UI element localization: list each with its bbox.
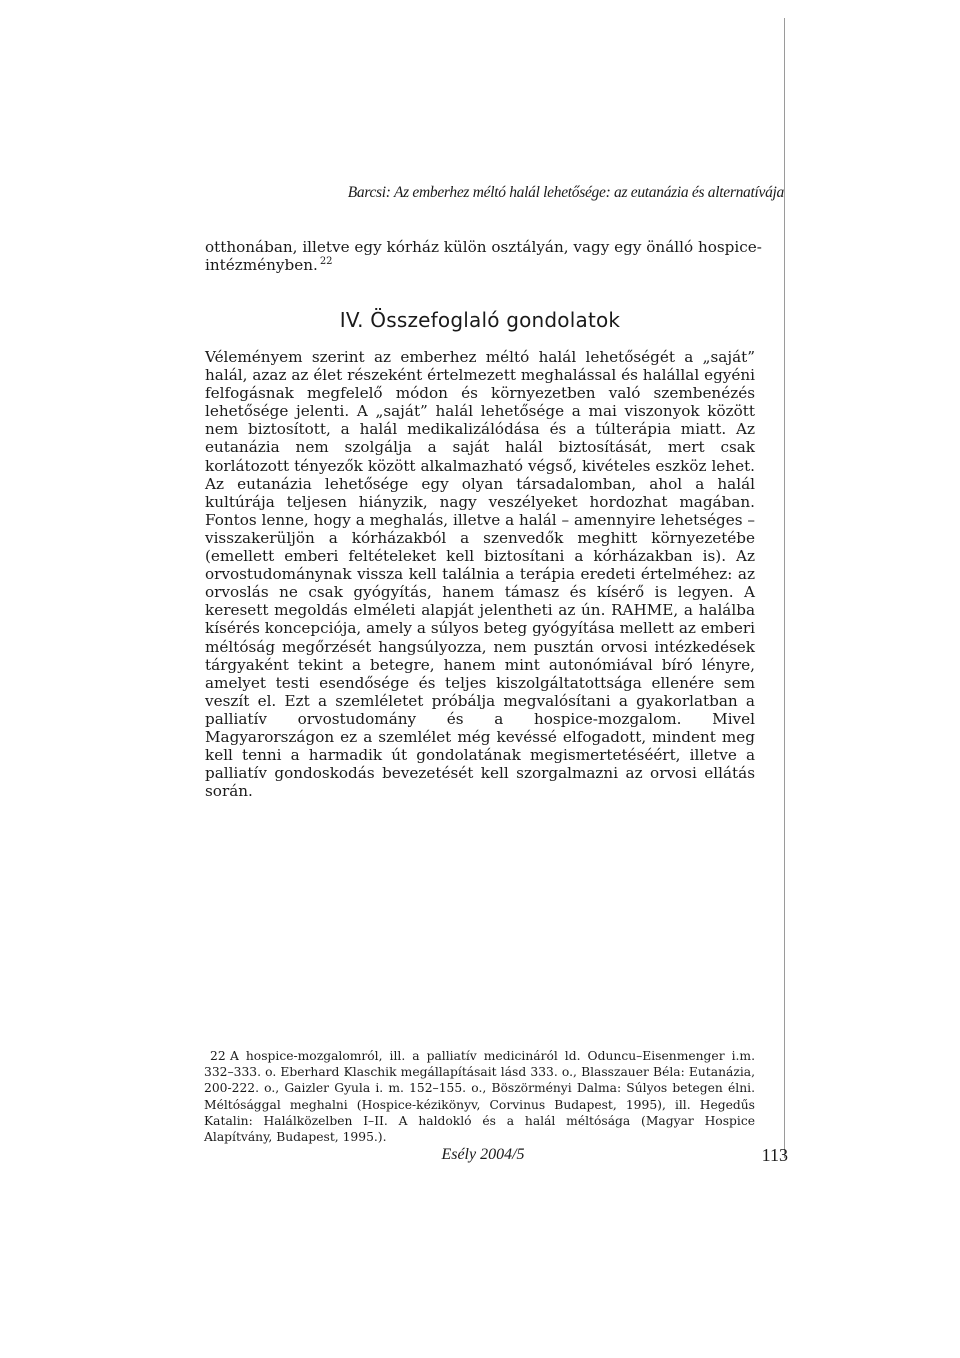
footnote: [204, 1048, 755, 1145]
intro-paragraph: [205, 238, 762, 277]
page-number: 113: [761, 1145, 788, 1165]
body-paragraph: Véleményem szerint az emberhez méltó halál lehetőségét a „saját” halál, azaz az élet részeként értelmezett meghalással és halállal egyéni felfogásnak megfelelő módon és környezetben való szembenézés lehetősége jelenti. A „saját” halál lehetősége a mai viszonyok között nem biztosított, a halál medikalizálódása és a túlterápia miatt. Az eutanázia nem szolgálja a saját halál biztosítását, mert csak korlátozott tényezők között alkalmazható végső, kivételes eszköz lehet. Az eutanázia lehetősége egy olyan társadalomban, ahol a halál kultúrája teljesen hiányzik, nagy veszélyeket hordozhat magában. Fontos lenne, hogy a meghalás, illetve a halál – amennyire lehetséges – visszakerüljön a kórházakból a szenvedők meghitt környezetébe (emellett emberi feltételeket kell biztosítani a kórházakban is). Az orvostudománynak vissza kell találnia a terápia eredeti értelméhez: az orvoslás ne csak gyógyítás, hanem támasz és kísérő is legyen. A keresett megoldás elméleti alapját jelentheti az ún. RAHME, a halálba kísérés koncepciója, amely a súlyos beteg gyógyítása mellett az emberi méltóság megőrzését hangsúlyozza, nem pusztán orvosi intézkedések tárgyaként tekint a betegre, hanem mint autonómiával bíró lényre, amelyet testi esendősége és teljes kiszolgáltatottsága ellenére sem veszít el. Ezt a szemléletet próbálja megvalósítani a gyakorlatban a palliatív orvostudomány és a hospice-mozgalom. Mivel Magyarországon ez a szemlélet még kevéssé elfogadott, mindent meg kell tenni a harmadik út gondolatának megismertetéséért, illetve a palliatív gondoskodás bevezetését kell szorgalmazni az orvosi ellátás során.: [205, 348, 755, 801]
running-head: Barcsi: Az emberhez méltó halál lehetősége: az eutanázia és alternatívája: [347, 184, 784, 201]
journal-title: Esély 2004/5: [441, 1146, 525, 1163]
intro-line-2-text: intézményben.: [205, 256, 318, 275]
intro-line-1: otthonában, illetve egy kórház külön osztályán, vagy egy önálló hospice-: [205, 238, 762, 256]
footnote-text: A hospice-mozgalomról, ill. a palliatív medicináról ld. Oduncu–Eisenmenger i.m. 332–333. o. Eberhard Klaschik megállapításait lásd 333. o., Blasszauer Béla: Eutanázia, 200-222. o., Gaizler Gyula i. m. 152–155. o., Böszörményi Dalma: Súlyos betegen élni. Méltósággal meghalni (Hospice-kézikönyv, Corvinus Budapest, 1995), ill. Hegedűs Katalin: Halálközelben I–II. A haldokló és a halál méltósága (Magyar Hospice Alapítvány, Budapest, 1995.).: [204, 1049, 755, 1145]
section-title: IV. Összefoglaló gondolatok: [339, 308, 621, 332]
footnote-reference[interactable]: 22: [319, 256, 333, 268]
margin-rule: [784, 18, 785, 1158]
intro-line-2: [205, 256, 755, 277]
footnote-number: 22: [210, 1049, 226, 1063]
